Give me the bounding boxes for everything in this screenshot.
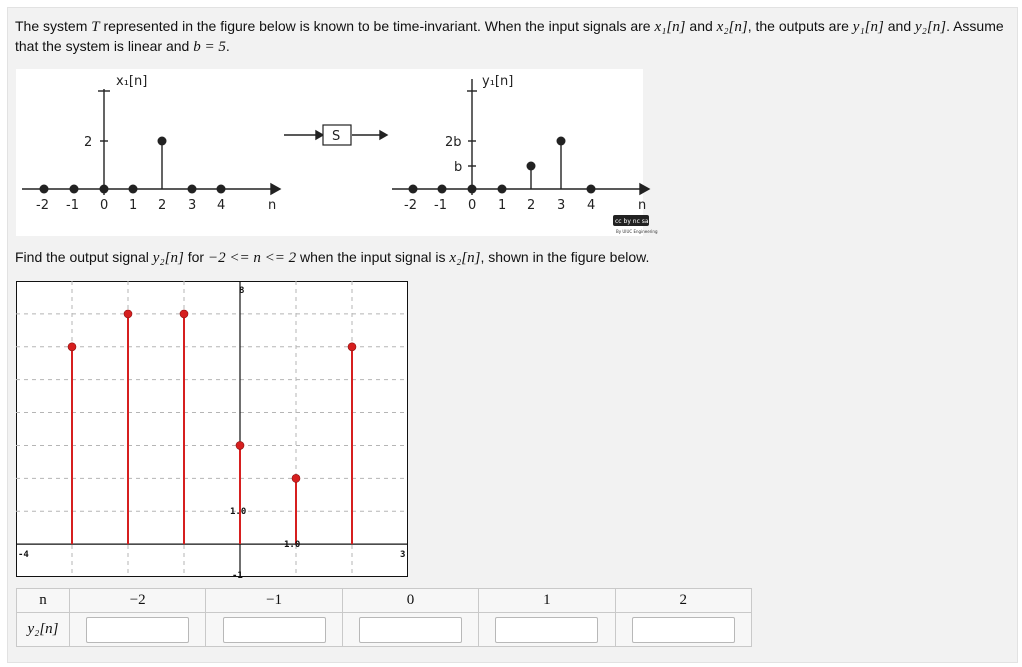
answer-input-n-minus-1[interactable]: [223, 617, 326, 643]
answer-cell: [70, 613, 206, 647]
output-dot: [557, 137, 566, 146]
answer-table: [16, 588, 752, 647]
input-n-axis-title: n: [268, 198, 277, 213]
output-dot: [498, 185, 507, 194]
answer-cell: [342, 613, 478, 647]
output-title: y₁[n]: [482, 74, 514, 89]
input-n-label: 2: [158, 198, 167, 213]
output-x-arrow: [640, 184, 649, 194]
answer-cell: [206, 613, 342, 647]
input-title: x₁[n]: [116, 74, 148, 89]
y-min-label: -1: [232, 571, 243, 581]
credit-text: By UIUC Engineering: [616, 229, 658, 234]
question-text: Find the output signal y₂[n] for −2 <= n <= 2 when the input signal is x₂[n], shown in the figure below.: [15, 249, 650, 266]
output-n-label: 0: [468, 198, 477, 213]
input-dot: [129, 185, 138, 194]
input-n-label: 0: [100, 198, 109, 213]
answer-input-n-minus-2[interactable]: [86, 617, 189, 643]
y2-header: y₂[n]: [17, 613, 70, 647]
input-dot: [70, 185, 79, 194]
output-dot: [587, 185, 596, 194]
input-signal-plot: [16, 281, 408, 581]
n-value: 2: [615, 589, 751, 613]
input-n-label: 4: [217, 198, 226, 213]
output-dot: [438, 185, 447, 194]
y-max-label: 8: [239, 286, 245, 296]
answer-input-n-1[interactable]: [495, 617, 598, 643]
stem-point: [236, 441, 244, 449]
input-dot: [40, 185, 49, 194]
x-min-label: -4: [18, 550, 29, 560]
n-value: −1: [206, 589, 342, 613]
input-dot: [158, 137, 167, 146]
input-dot: [100, 185, 109, 194]
stem-point: [124, 310, 132, 318]
input-tick-2: 2: [84, 135, 93, 150]
answer-input-n-2[interactable]: [632, 617, 735, 643]
output-dot: [527, 162, 536, 171]
output-n-label: -2: [404, 198, 417, 213]
input-dot: [217, 185, 226, 194]
output-dot: [468, 185, 477, 194]
output-n-label: 1: [498, 198, 507, 213]
output-dot: [409, 185, 418, 194]
input-n-label: -1: [66, 198, 79, 213]
table-row: [17, 613, 752, 647]
x-max-label: 3: [400, 550, 406, 560]
output-n-label: 4: [587, 198, 596, 213]
input-n-label: 3: [188, 198, 197, 213]
problem-line-2: that the system is linear and b = 5.: [15, 38, 230, 55]
input-n-label: 1: [129, 198, 138, 213]
output-tick-2b: 2b: [445, 135, 462, 150]
table-row: [17, 589, 752, 613]
problem-line-1: The system T represented in the figure below is known to be time-invariant. When the input signals are x₁[n] and x₂[n], the outputs are y₁[n] and y₂[n]. Assume: [15, 18, 1004, 35]
n-header: n: [17, 589, 70, 613]
cc-license-text: cc by nc sa: [615, 218, 649, 225]
system-label: S: [332, 129, 341, 144]
question-panel: [7, 7, 1018, 663]
output-n-label: -1: [434, 198, 447, 213]
answer-cell: [615, 613, 751, 647]
stem-point: [348, 343, 356, 351]
stem-point: [180, 310, 188, 318]
output-n-label: 3: [557, 198, 566, 213]
x-one-label: 1.0: [284, 540, 301, 550]
output-tick-b: b: [454, 160, 463, 175]
system-diagram: [16, 69, 658, 236]
output-n-label: 2: [527, 198, 536, 213]
answer-cell: [479, 613, 615, 647]
input-n-label: -2: [36, 198, 49, 213]
stem-point: [292, 474, 300, 482]
stem-point: [68, 343, 76, 351]
n-value: 1: [479, 589, 615, 613]
n-value: −2: [70, 589, 206, 613]
y-one-label: 1.0: [230, 507, 247, 517]
answer-input-n-0[interactable]: [359, 617, 462, 643]
input-dot: [188, 185, 197, 194]
n-value: 0: [342, 589, 478, 613]
output-n-axis-title: n: [638, 198, 647, 213]
